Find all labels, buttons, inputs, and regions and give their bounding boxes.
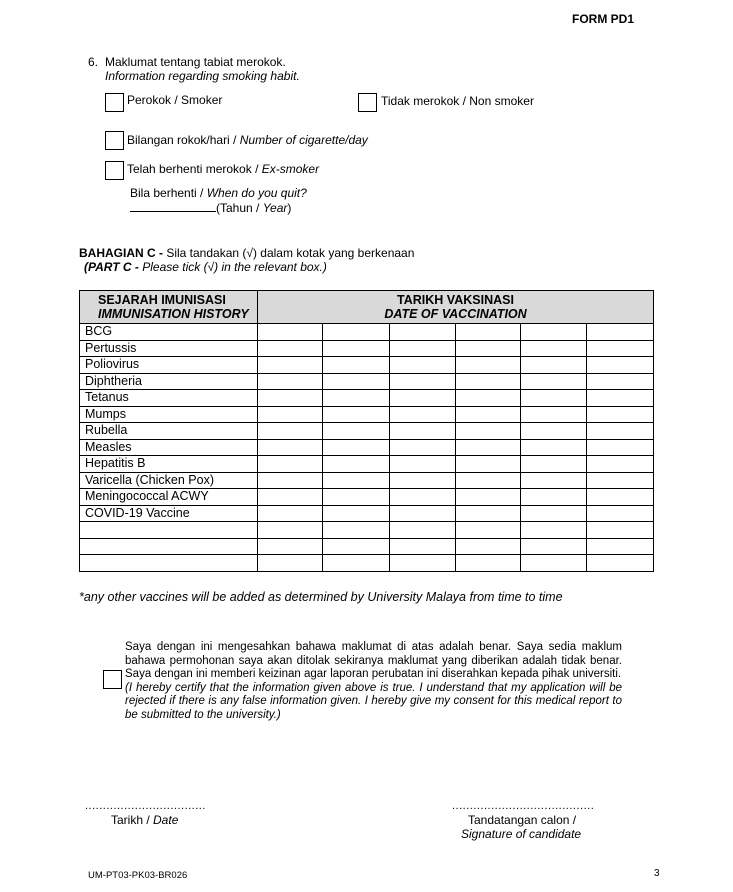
form-code: FORM PD1 — [572, 12, 635, 26]
vaccination-date-cell[interactable] — [323, 456, 390, 473]
table-header-row — [80, 291, 654, 324]
vaccination-date-cell[interactable] — [390, 472, 456, 489]
vaccination-date-cell[interactable] — [521, 456, 587, 473]
question-title-en: Information regarding smoking habit. — [105, 69, 300, 83]
smoker-checkbox[interactable] — [105, 93, 124, 112]
cigarettes-label — [127, 133, 368, 147]
immunisation-table — [79, 290, 654, 572]
vaccination-date-cell[interactable] — [456, 472, 521, 489]
vaccine-name-cell: Measles — [80, 439, 258, 456]
cigarettes-label-ms: Bilangan rokok/hari / — [127, 133, 240, 147]
ex-smoker-label — [127, 162, 319, 176]
vaccination-date-cell[interactable] — [456, 406, 521, 423]
vaccination-date-cell[interactable] — [587, 505, 654, 522]
vaccine-name-cell: Varicella (Chicken Pox) — [80, 472, 258, 489]
vaccine-name-cell: COVID-19 Vaccine — [80, 505, 258, 522]
date-signature-line[interactable]: .................................. — [85, 800, 206, 812]
vaccination-date-cell[interactable] — [323, 555, 390, 572]
vaccination-date-cell[interactable] — [258, 390, 323, 407]
smoker-label: Perokok / Smoker — [127, 93, 223, 107]
table-row — [80, 324, 654, 341]
table-row — [80, 373, 654, 390]
immunisation-history-header — [80, 291, 258, 324]
page-number: 3 — [654, 868, 660, 879]
vaccine-name-cell: Rubella — [80, 423, 258, 440]
vaccination-date-cell[interactable] — [587, 390, 654, 407]
table-row — [80, 390, 654, 407]
col1-header-ms: SEJARAH IMUNISASI — [98, 293, 226, 307]
non-smoker-label: Tidak merokok / Non smoker — [381, 94, 534, 108]
vaccination-date-cell[interactable] — [390, 538, 456, 555]
vaccination-date-cell[interactable] — [323, 373, 390, 390]
declaration-en: (I hereby certify that the information given above is true. I understand that my application will be rejected if there is any false information given. I hereby give my consent for this medical report to be submitted to the university.) — [125, 681, 622, 721]
vaccination-date-cell[interactable] — [258, 439, 323, 456]
table-row — [80, 456, 654, 473]
vaccination-date-cell[interactable] — [390, 373, 456, 390]
vaccination-date-cell[interactable] — [521, 489, 587, 506]
vaccination-date-cell[interactable] — [521, 340, 587, 357]
quit-year-input-line[interactable] — [130, 200, 216, 212]
vaccination-date-cell[interactable] — [323, 538, 390, 555]
table-row — [80, 538, 654, 555]
vaccination-date-cell[interactable] — [521, 373, 587, 390]
vaccination-date-cell[interactable] — [521, 538, 587, 555]
vaccination-date-cell[interactable] — [521, 357, 587, 374]
vaccination-date-cell[interactable] — [587, 406, 654, 423]
vaccination-date-cell[interactable] — [323, 324, 390, 341]
non-smoker-checkbox[interactable] — [358, 93, 377, 112]
vaccination-date-cell[interactable] — [521, 423, 587, 440]
date-of-vaccination-header — [258, 291, 654, 324]
vaccine-name-cell: Diphtheria — [80, 373, 258, 390]
question-number: 6. — [88, 55, 99, 69]
table-row — [80, 439, 654, 456]
part-c-heading-en — [84, 260, 327, 274]
vaccination-date-cell[interactable] — [587, 423, 654, 440]
vaccination-date-cell[interactable] — [587, 555, 654, 572]
table-row — [80, 472, 654, 489]
vaccine-name-cell: Poliovirus — [80, 357, 258, 374]
table-row — [80, 340, 654, 357]
col1-header-en: IMMUNISATION HISTORY — [98, 307, 249, 321]
vaccination-date-cell[interactable] — [521, 522, 587, 539]
quit-label-ms: Bila berhenti / — [130, 186, 207, 200]
vaccination-date-cell[interactable] — [323, 390, 390, 407]
vaccination-date-cell[interactable] — [390, 324, 456, 341]
vaccination-date-cell[interactable] — [258, 406, 323, 423]
year-label-close: ) — [287, 201, 292, 215]
vaccination-date-cell[interactable] — [521, 555, 587, 572]
vaccination-date-cell[interactable] — [456, 324, 521, 341]
vaccination-date-cell[interactable] — [390, 357, 456, 374]
vaccination-date-cell[interactable] — [587, 340, 654, 357]
vaccine-name-cell: Mumps — [80, 406, 258, 423]
vaccination-date-cell[interactable] — [258, 373, 323, 390]
vaccination-date-cell[interactable] — [258, 489, 323, 506]
signature-label-en: Signature of candidate — [461, 827, 582, 841]
table-row — [80, 357, 654, 374]
vaccination-date-cell[interactable] — [258, 555, 323, 572]
vaccination-date-cell[interactable] — [258, 423, 323, 440]
vaccination-date-cell[interactable] — [323, 423, 390, 440]
vaccine-name-cell: Meningococcal ACWY — [80, 489, 258, 506]
date-label-en: Date — [153, 813, 179, 827]
vaccination-date-cell[interactable] — [587, 522, 654, 539]
declaration-text — [125, 641, 622, 723]
vaccination-date-cell[interactable] — [323, 472, 390, 489]
vaccination-date-cell[interactable] — [323, 406, 390, 423]
quit-year-field — [130, 200, 291, 215]
vaccination-date-cell[interactable] — [390, 390, 456, 407]
vaccine-name-cell: Tetanus — [80, 390, 258, 407]
vaccination-date-cell[interactable] — [456, 373, 521, 390]
vaccination-date-cell[interactable] — [390, 456, 456, 473]
ex-smoker-label-en: Ex-smoker — [261, 162, 320, 176]
vaccination-date-cell[interactable] — [456, 390, 521, 407]
cigarettes-checkbox[interactable] — [105, 131, 124, 150]
vaccine-name-cell: BCG — [80, 324, 258, 341]
vaccination-date-cell[interactable] — [587, 538, 654, 555]
vaccine-name-cell — [80, 522, 258, 539]
vaccination-date-cell[interactable] — [390, 522, 456, 539]
vaccination-date-cell[interactable] — [258, 472, 323, 489]
vaccination-date-cell[interactable] — [258, 357, 323, 374]
quit-label-en: When do you quit? — [206, 186, 307, 200]
vaccination-date-cell[interactable] — [456, 357, 521, 374]
vaccination-date-cell[interactable] — [390, 555, 456, 572]
vaccination-date-cell[interactable] — [390, 439, 456, 456]
vaccination-date-cell[interactable] — [521, 505, 587, 522]
vaccination-date-cell[interactable] — [390, 340, 456, 357]
vaccination-date-cell[interactable] — [456, 505, 521, 522]
vaccination-date-cell[interactable] — [521, 439, 587, 456]
vaccination-date-cell[interactable] — [456, 522, 521, 539]
vaccine-name-cell: Pertussis — [80, 340, 258, 357]
vaccination-date-cell[interactable] — [323, 340, 390, 357]
vaccination-date-cell[interactable] — [456, 538, 521, 555]
vaccination-date-cell[interactable] — [587, 472, 654, 489]
vaccine-name-cell — [80, 538, 258, 555]
table-row — [80, 423, 654, 440]
vaccination-date-cell[interactable] — [390, 406, 456, 423]
vaccination-date-cell[interactable] — [521, 406, 587, 423]
vaccination-date-cell[interactable] — [587, 357, 654, 374]
vaccination-date-cell[interactable] — [323, 505, 390, 522]
vaccination-date-cell[interactable] — [587, 456, 654, 473]
vaccination-date-cell[interactable] — [521, 324, 587, 341]
vaccination-date-cell[interactable] — [456, 555, 521, 572]
candidate-signature-line[interactable]: ........................................ — [452, 800, 595, 812]
question-title: Maklumat tentang tabiat merokok. — [105, 55, 286, 69]
cigarettes-label-en: Number of cigarette/day — [239, 133, 368, 147]
part-c-heading — [79, 246, 414, 260]
table-row — [80, 522, 654, 539]
vaccine-name-cell — [80, 555, 258, 572]
vaccination-date-cell[interactable] — [521, 390, 587, 407]
vaccination-date-cell[interactable] — [587, 373, 654, 390]
vaccination-date-cell[interactable] — [587, 489, 654, 506]
part-c-label-en: (PART C - — [84, 260, 143, 274]
vaccination-date-cell[interactable] — [258, 538, 323, 555]
vaccination-date-cell[interactable] — [390, 423, 456, 440]
part-c-label: BAHAGIAN C - — [79, 246, 167, 260]
part-c-instruction-ms: Sila tandakan (√) dalam kotak yang berkenaan — [166, 246, 415, 260]
vaccination-date-cell[interactable] — [323, 439, 390, 456]
vaccination-date-cell[interactable] — [323, 522, 390, 539]
vaccination-date-cell[interactable] — [323, 489, 390, 506]
declaration-ms: Saya dengan ini mengesahkan bahawa maklumat di atas adalah benar. Saya sedia maklum bahawa permohonan saya akan ditolak sekiranya maklumat yang diberikan adalah tidak benar. Saya dengan ini memberi keizinan agar laporan perubatan ini diserahkan kepada pihak universiti. — [125, 641, 622, 681]
vaccination-date-cell[interactable] — [587, 439, 654, 456]
vaccination-date-cell[interactable] — [390, 505, 456, 522]
vaccine-name-cell: Hepatitis B — [80, 456, 258, 473]
year-label-en: Year — [262, 201, 288, 215]
col2-header-en: DATE OF VACCINATION — [384, 307, 527, 321]
footnote: *any other vaccines will be added as determined by University Malaya from time to time — [79, 590, 563, 604]
vaccination-date-cell[interactable] — [456, 423, 521, 440]
ex-smoker-label-ms: Telah berhenti merokok / — [127, 162, 262, 176]
declaration-checkbox[interactable] — [103, 670, 122, 689]
vaccination-date-cell[interactable] — [587, 324, 654, 341]
vaccination-date-cell[interactable] — [258, 505, 323, 522]
date-label-ms: Tarikh / — [111, 813, 154, 827]
vaccination-date-cell[interactable] — [258, 324, 323, 341]
vaccination-date-cell[interactable] — [258, 340, 323, 357]
quit-label — [130, 186, 307, 200]
table-row — [80, 489, 654, 506]
vaccination-date-cell[interactable] — [258, 456, 323, 473]
table-row — [80, 505, 654, 522]
vaccination-date-cell[interactable] — [456, 340, 521, 357]
vaccination-date-cell[interactable] — [456, 456, 521, 473]
table-row — [80, 555, 654, 572]
ex-smoker-checkbox[interactable] — [105, 161, 124, 180]
vaccination-date-cell[interactable] — [390, 489, 456, 506]
vaccination-date-cell[interactable] — [456, 439, 521, 456]
date-label — [111, 813, 178, 827]
vaccination-date-cell[interactable] — [258, 522, 323, 539]
vaccination-date-cell[interactable] — [323, 357, 390, 374]
vaccination-date-cell[interactable] — [456, 489, 521, 506]
table-row — [80, 406, 654, 423]
part-c-instruction-en: Please tick (√) in the relevant box.) — [142, 260, 327, 274]
vaccination-date-cell[interactable] — [521, 472, 587, 489]
col2-header-ms: TARIKH VAKSINASI — [397, 293, 514, 307]
year-label-ms: (Tahun / — [216, 201, 263, 215]
document-code: UM-PT03-PK03-BR026 — [88, 870, 188, 881]
signature-label-ms: Tandatangan calon / — [468, 813, 577, 827]
